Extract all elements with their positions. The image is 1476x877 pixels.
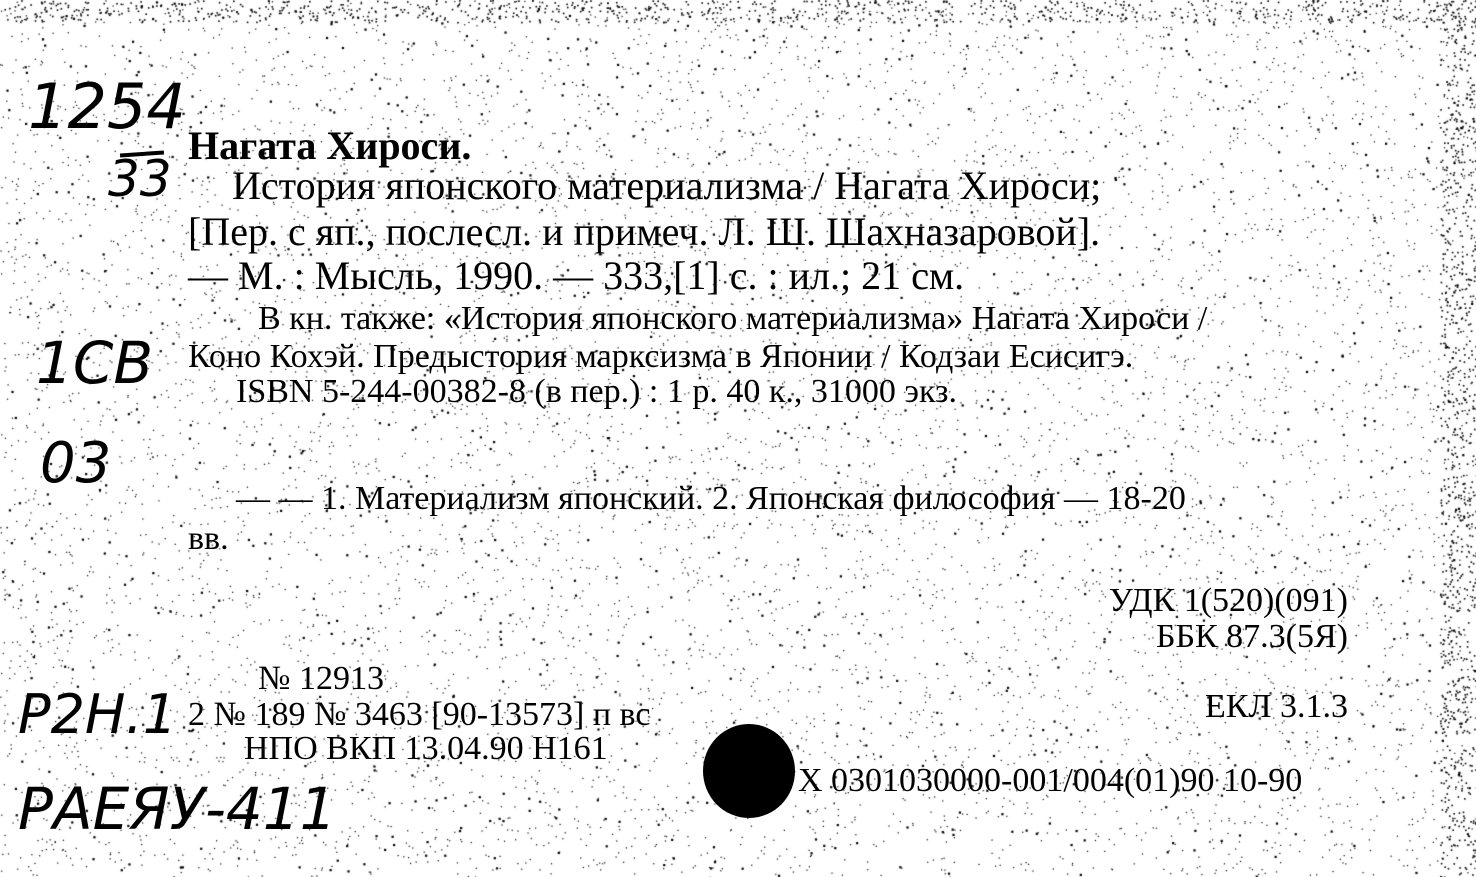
- also-contains-line-1: В кн. также: «История японского материализма» Нагата Хироси /: [258, 300, 1208, 337]
- isbn-line: ISBN 5-244-00382-8 (в пер.) : 1 р. 40 к., 31000 экз.: [236, 373, 957, 410]
- title-line-2: [Пер. с яп., послесл. и примеч. Л. Ш. Шахназаровой].: [188, 209, 1101, 254]
- ekl-code: ЕКЛ 3.1.3: [1204, 688, 1348, 725]
- handwritten-call-number-top: 1254: [28, 70, 186, 143]
- bbk-code: ББК 87.3(5Я): [1155, 618, 1348, 655]
- title-line-1: История японского материализма / Нагата Хироси;: [232, 163, 1102, 208]
- also-contains-line-2: Коно Кохэй. Предыстория марксизма в Японии / Кодзаи Есисигэ.: [188, 338, 1134, 375]
- title-line-3: — М. : Мысль, 1990. — 333,[1] с. : ил.; 21 см.: [188, 253, 965, 298]
- author-heading: Нагата Хироси.: [188, 123, 472, 168]
- order-line: 2 № 189 № 3463 [90-13573] п вс: [188, 696, 651, 733]
- printer-line: НПО ВКП 13.04.90 Н161: [244, 730, 608, 767]
- handwritten-call-number-bottom: 33: [108, 150, 172, 208]
- handwritten-mark-2: 03: [40, 431, 112, 496]
- card-number: № 12913: [258, 660, 384, 697]
- handwritten-mark-4: РАЕЯУ-411: [18, 775, 337, 843]
- ink-blot: [703, 724, 795, 818]
- subjects-line-2: вв.: [188, 520, 229, 557]
- subjects-line-1: — — 1. Материализм японский. 2. Японская философия — 18-20: [236, 480, 1186, 517]
- classification-code-line: Х 0301030000-001/004(01)90 10-90: [798, 762, 1303, 799]
- udk-code: УДК 1(520)(091): [1108, 582, 1348, 619]
- handwritten-mark-1: 1СВ: [36, 329, 154, 397]
- handwritten-mark-3: Р2Н.1: [18, 683, 178, 746]
